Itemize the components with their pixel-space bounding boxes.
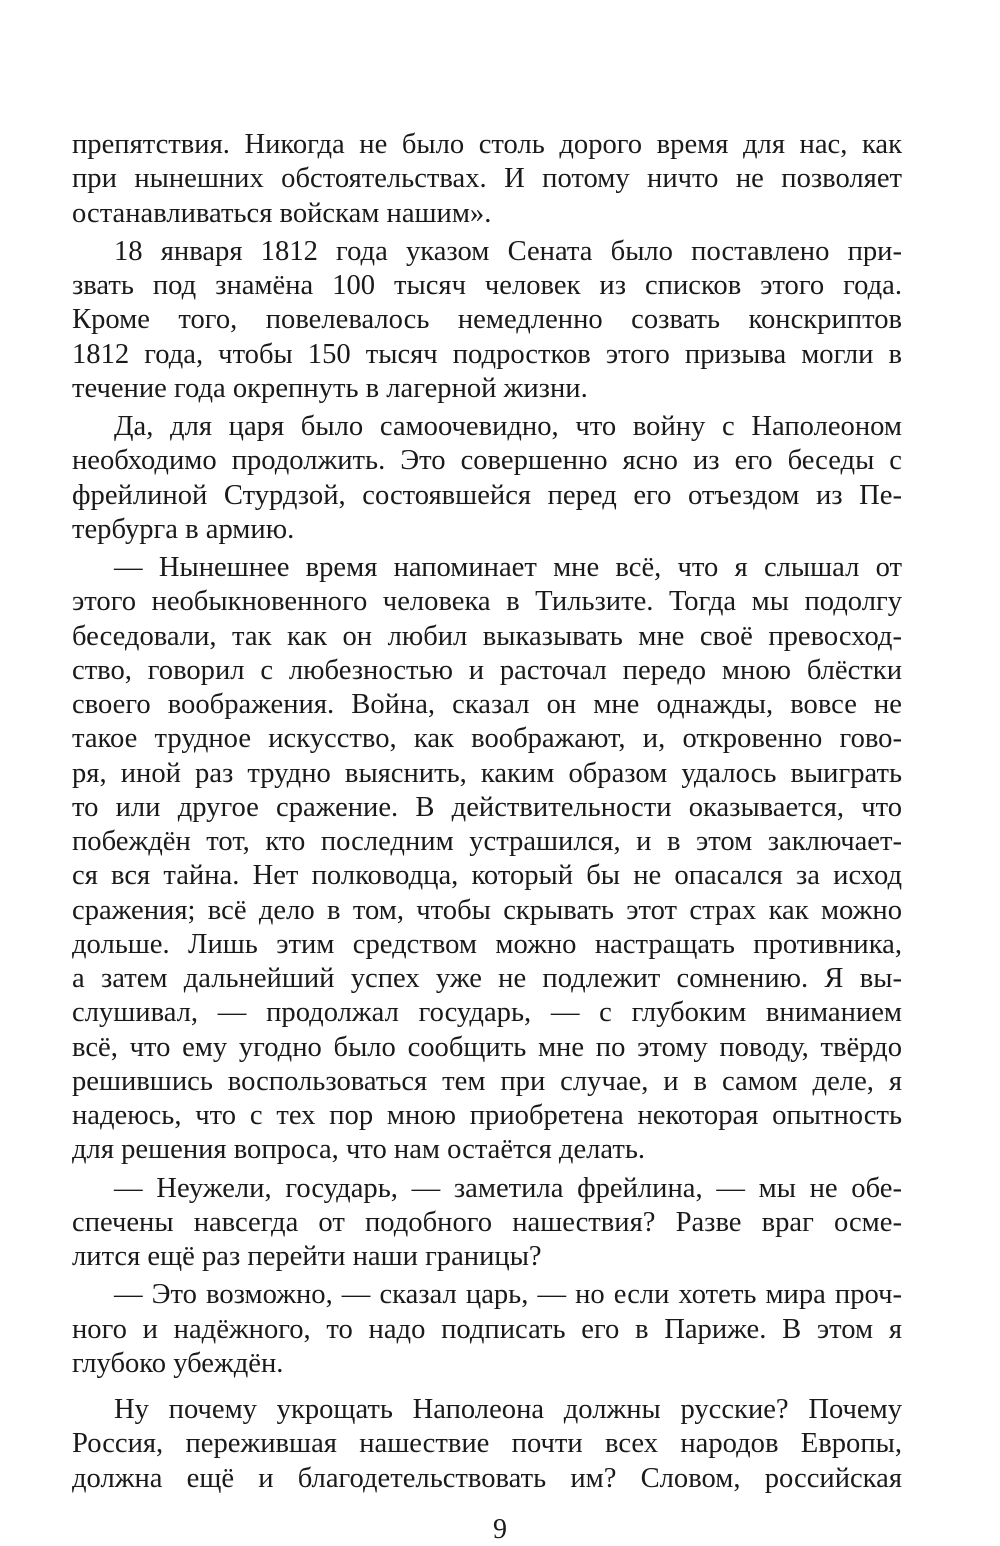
text-line: а затем дальнейший успех уже не подлежит сомнению. Я вы- [72,963,902,994]
text-line: дольше. Лишь этим средством можно настращать противника, [72,928,902,960]
text-line: Россия, пережившая нашествие почти всех народов Европы, [72,1428,902,1460]
text-line: — Неужели, государь, — заметила фрейлина, — мы не обе- [114,1172,902,1204]
text-line: звать под знамёна 100 тысяч человек из списков этого года. [72,270,902,301]
text-line: фрейлиной Стурдзой, состоявшейся перед его отъездом из Пе- [72,479,902,511]
page-body [72,128,902,1496]
text-line: ря, иной раз трудно выяснить, каким образом удалось выиграть [72,757,902,789]
text-line: препятствия. Никогда не было столь дорого время для нас, как [72,129,902,160]
text-line: должна ещё и благодетельствовать им? Словом, российская [72,1462,902,1494]
paragraph-4 [72,551,902,1168]
text-line: беседовали, так как он любил выказывать мне своё превосход- [72,620,902,652]
text-line: 18 января 1812 года указом Сената было поставлено при- [114,235,902,267]
text-line: побеждён тот, кто последним устрашился, и в этом заключает- [72,826,902,857]
text-line: слушивал, — продолжал государь, — с глубоким вниманием [72,997,902,1029]
text-line: останавливаться войскам нашим». [72,197,492,229]
paragraph-3 [72,410,902,547]
text-line: сражения; всё дело в том, чтобы скрывать этот страх как можно [72,894,902,926]
text-line: ство, говорил с любезностью и расточал передо мною блёстки [72,654,902,686]
text-line: решившись воспользоваться тем при случае, и в самом деле, я [72,1065,902,1097]
text-line: спечены навсегда от подобного нашествия? Разве враг осме- [72,1206,902,1238]
text-line: ного и надёжного, то надо подписать его в Париже. В этом я [72,1313,902,1345]
text-line: лится ещё раз перейти наши границы? [72,1241,542,1272]
text-line: тербурга в армию. [72,513,295,545]
text-line: Ну почему укрощать Наполеона должны русские? Почему [114,1394,902,1425]
text-line: — Нынешнее время напоминает мне всё, что я слышал от [114,552,902,583]
text-line: 1812 года, чтобы 150 тысяч подростков этого призыва могли в [72,338,902,370]
paragraph-6 [72,1278,902,1381]
text-line: этого необыкновенного человека в Тильзите. Тогда мы подолгу [72,586,902,618]
text-line: то или другое сражение. В действительности оказывается, что [72,791,902,823]
text-line: Да, для царя было самоочевидно, что войну с Наполеоном [114,411,902,442]
text-line: такое трудное искусство, как воображают, и, откровенно гово- [72,723,902,755]
text-line: ся вся тайна. Нет полководца, который бы не опасался за исход [72,860,902,892]
text-line: при нынешних обстоятельствах. И потому ничто не позволяет [72,163,902,195]
text-line: для решения вопроса, что нам остаётся делать. [72,1134,646,1166]
text-line: необходимо продолжить. Это совершенно ясно из его беседы с [72,445,902,477]
text-line: надеюсь, что с тех пор мною приобретена некоторая опытность [72,1100,902,1131]
text-line: Кроме того, повелевалось немедленно созвать конскриптов [72,304,902,336]
page-number: 9 [493,1514,507,1545]
text-line: течение года окрепнуть в лагерной жизни. [72,372,588,404]
paragraph-7 [72,1393,902,1496]
paragraph-1 [72,128,902,231]
text-line: — Это возможно, — сказал царь, — но если хотеть мира проч- [114,1279,902,1311]
text-line: всё, что ему угодно было сообщить мне по этому поводу, твёрдо [72,1031,902,1063]
paragraph-5 [72,1172,902,1275]
text-line: глубоко убеждён. [72,1347,284,1379]
text-line: своего воображения. Война, сказал он мне однажды, вовсе не [72,689,902,720]
paragraph-2 [72,235,902,406]
